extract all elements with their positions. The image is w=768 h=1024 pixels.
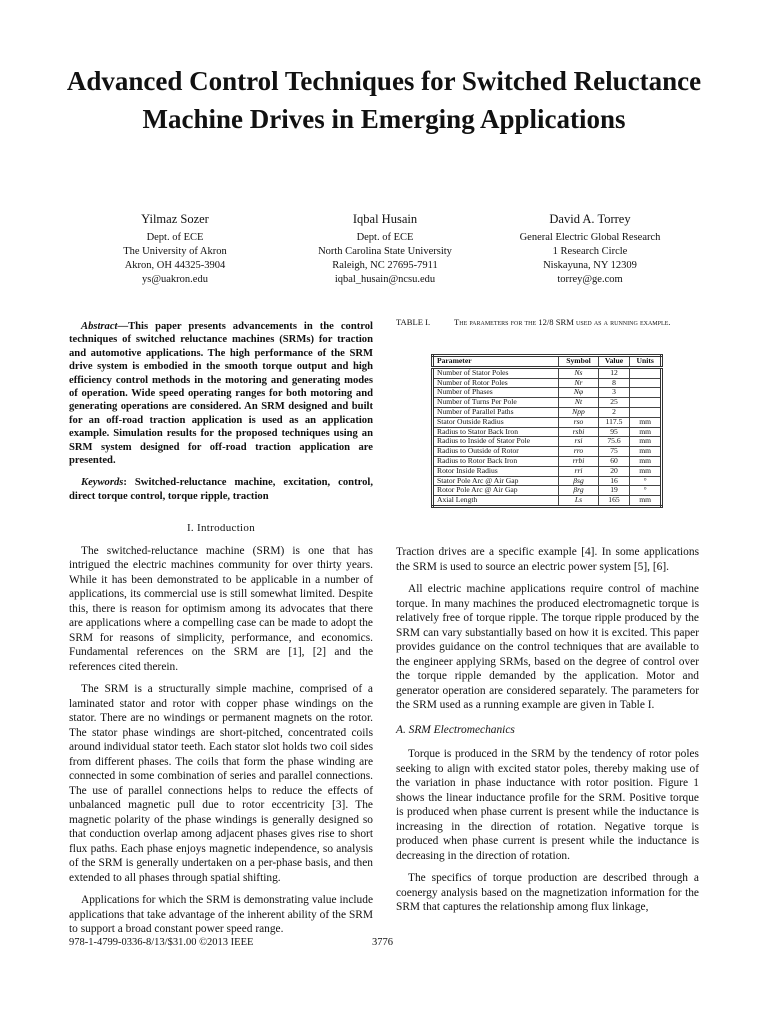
body-paragraph: Torque is produced in the SRM by the tendency of rotor poles seeking to align with excited stator poles, thereby making use of the variation in phase inductance with rotor position. Figure 1 shows the linear inductance profile for the SRM. Positive torque is produced when phase current is present while the inductance is increasing in the direction of rotation. Negative torque is produced when phase current is present while the inductance is decreasing in the direction of rotation.: [396, 748, 699, 862]
table-cell: Radius to Outside of Rotor: [433, 447, 559, 457]
body-paragraph: Applications for which the SRM is demonstrating value include applications that take advantage of the inherent ability of the SRM to support a broad constant power speed range.: [69, 894, 373, 936]
author-email[interactable]: torrey@ge.com: [557, 274, 623, 285]
table-cell: 25: [598, 398, 630, 408]
table-cell: 117.5: [598, 417, 630, 427]
table-cell: βsg: [559, 476, 598, 486]
table-cell: Stator Pole Arc @ Air Gap: [433, 476, 559, 486]
section-heading-introduction: I. Introduction: [186, 522, 256, 535]
table-row: [433, 417, 662, 427]
table-cell: Radius to Rotor Back Iron: [433, 456, 559, 466]
table-cell: 60: [598, 456, 630, 466]
table-row: [433, 407, 662, 417]
table-cell: Axial Length: [433, 496, 559, 507]
table-cell: Npp: [559, 407, 598, 417]
table-cell: Radius to Inside of Stator Pole: [433, 437, 559, 447]
author-email[interactable]: iqbal_husain@ncsu.edu: [334, 274, 436, 285]
table-cell: rri: [559, 466, 598, 476]
author-affiliation-line: 1 Research Circle: [552, 246, 628, 257]
keywords-text: : Switched-reluctance machine, excitation, control, direct torque control, torque ripple, traction: [69, 477, 373, 502]
author-block-2: [280, 211, 490, 287]
table-cell: Number of Parallel Paths: [433, 407, 559, 417]
author-affiliation-line: Raleigh, NC 27695-7911: [332, 260, 438, 271]
author-block-3: [475, 211, 705, 287]
table-cell: rsbi: [559, 427, 598, 437]
table-row: [433, 496, 662, 507]
author-block-1: [90, 211, 260, 287]
subsection-heading: A. SRM Electromechanics: [396, 723, 515, 736]
body-paragraph: The specifics of torque production are described through a coenergy analysis based on the magnetization information for the SRM that captures the relationship among flux linkage,: [396, 872, 699, 913]
keywords-label: Keywords: [81, 477, 124, 489]
table-cell: mm: [630, 427, 662, 437]
table-row: [433, 447, 662, 457]
table-cell: mm: [630, 417, 662, 427]
table-cell: 95: [598, 427, 630, 437]
author-affiliation-line: The University of Akron: [123, 246, 227, 257]
table-cell: 12: [598, 367, 630, 378]
table-cell: mm: [630, 496, 662, 507]
table-cell: Number of Turns Per Pole: [433, 398, 559, 408]
table-cell: 165: [598, 496, 630, 507]
table-cell: Nφ: [559, 388, 598, 398]
table-label: TABLE I.: [396, 317, 431, 327]
keywords: [69, 476, 373, 503]
table-cell: [630, 367, 662, 378]
table-cell: Number of Phases: [433, 388, 559, 398]
table-cell: mm: [630, 447, 662, 457]
author-name: Yilmaz Sozer: [141, 212, 209, 226]
table-header-cell: Parameter: [433, 356, 559, 368]
table-cell: [630, 398, 662, 408]
table-cell: 8: [598, 378, 630, 388]
author-affiliation-line: North Carolina State University: [318, 246, 452, 257]
abstract-label: Abstract: [81, 321, 118, 332]
table-row: [433, 466, 662, 476]
footer-page-number: 3776: [372, 937, 393, 948]
footer-copyright: 978-1-4799-0336-8/13/$31.00 ©2013 IEEE: [69, 937, 254, 948]
table-cell: Number of Stator Poles: [433, 367, 559, 378]
table-cell: mm: [630, 456, 662, 466]
table-header-cell: Units: [630, 356, 662, 368]
table-header-cell: Value: [598, 356, 630, 368]
right-column: [396, 545, 699, 923]
table-cell: rsi: [559, 437, 598, 447]
table-header-cell: Symbol: [559, 356, 598, 368]
table-cell: 20: [598, 466, 630, 476]
paper-title: Advanced Control Techniques for Switched Reluctance Machine Drives in Emerging Applications: [66, 66, 702, 134]
table-cell: 16: [598, 476, 630, 486]
table-cell: 2: [598, 407, 630, 417]
table-cell: Nt: [559, 398, 598, 408]
body-paragraph: The SRM is a structurally simple machine, comprised of a laminated stator and rotor with copper phase windings on the stator. There are no windings or permanent magnets on the rotor. The stator phase windings are short-pitched, concentrated coils around individual stator teeth. Each stator slot holds two coil sides from different phases. The coils that form the phase winding are connected in some combination of series and parallel connections. The use of parallel connections helps to reduce the effects of unbalanced magnetic pull due to rotor eccentricity [3]. The magnetic polarity of the phase windings is generally designed so that conduction overlap among adjacent phases gives rise to short flux paths. Each phase enjoys magnetic independence, so analysis of the SRM is generally undertaken on a per-phase basis, and then extended to all phases through spatial shifting.: [69, 683, 373, 884]
table-caption-text: The parameters for the 12/8 SRM used as a running example.: [454, 317, 671, 327]
parameters-table: [431, 354, 663, 508]
table-cell: Ls: [559, 496, 598, 507]
author-name: Iqbal Husain: [352, 212, 418, 226]
author-email[interactable]: ys@uakron.edu: [142, 274, 208, 285]
table-cell: Stator Outside Radius: [433, 417, 559, 427]
table-cell: 75: [598, 447, 630, 457]
table-cell: βrg: [559, 486, 598, 496]
table-cell: rso: [559, 417, 598, 427]
table-cell: Radius to Stator Back Iron: [433, 427, 559, 437]
table-cell: Ns: [559, 367, 598, 378]
left-column: [69, 320, 373, 945]
table-body: [433, 367, 662, 506]
table-row: [433, 398, 662, 408]
table-cell: rro: [559, 447, 598, 457]
body-paragraph: The switched-reluctance machine (SRM) is one that has intrigued the electric machines community for over thirty years. While it has been demonstrated to be applicable in a number of applications, its commercial use is still somewhat limited. Despite this, there is reason for optimism among its advocates that there are applications where a compelling case can be made to adopt the SRM for reasons of simplicity, performance, and economics. Fundamental references on the SRM are [1], [2] and the references cited therein.: [69, 544, 373, 673]
table-cell: 3: [598, 388, 630, 398]
table-caption: [396, 317, 708, 328]
table-cell: [630, 388, 662, 398]
table-cell: °: [630, 476, 662, 486]
author-affiliation-line: Akron, OH 44325-3904: [124, 260, 226, 271]
table-cell: 75.6: [598, 437, 630, 447]
body-paragraph: Traction drives are a specific example [4]. In some applications the SRM is used to source an electric power system [5], [6].: [396, 546, 699, 573]
table-cell: Nr: [559, 378, 598, 388]
table-cell: Number of Rotor Poles: [433, 378, 559, 388]
abstract: [69, 320, 373, 467]
table-cell: mm: [630, 466, 662, 476]
author-name: David A. Torrey: [549, 212, 631, 226]
table-row: [433, 456, 662, 466]
table-cell: rrbi: [559, 456, 598, 466]
table-row: [433, 367, 662, 378]
body-paragraph: All electric machine applications require control of machine torque. In many machines the produced electromagnetic torque is relatively free of torque ripple. The torque ripple produced by the SRM can vary substantially based on how it is excited. This paper provides guidance on the control techniques that are available to the engineer applying SRMs, based on the degree of control over the torque ripple demanded by the application. Motor and generator operation are considered separately. The parameters for the SRM used as a running example are given in Table I.: [396, 583, 699, 711]
table-cell: [630, 378, 662, 388]
table-header-row: [433, 356, 662, 368]
author-affiliation-line: Niskayuna, NY 12309: [543, 260, 637, 271]
table-cell: Rotor Inside Radius: [433, 466, 559, 476]
author-affiliation-line: Dept. of ECE: [146, 232, 204, 243]
author-affiliation-line: General Electric Global Research: [519, 232, 661, 243]
table-cell: [630, 407, 662, 417]
author-affiliation-line: Dept. of ECE: [356, 232, 414, 243]
abstract-text: —This paper presents advancements in the control techniques of switched reluctance machines (SRMs) for traction and automotive applications. The high performance of the SRM drive system is embodied in the smooth torque output and high efficiency control methods in the motoring and generating modes of operation. Wide speed operating ranges for both motoring and generating operations are considered. An SRM designed and built for an off-road traction application is used as an application example. Simulation results for the proposed techniques using an SRM system designed for off-road traction application are presented.: [69, 321, 373, 467]
table-cell: mm: [630, 437, 662, 447]
table-cell: 19: [598, 486, 630, 496]
table-cell: Rotor Pole Arc @ Air Gap: [433, 486, 559, 496]
table-cell: °: [630, 486, 662, 496]
